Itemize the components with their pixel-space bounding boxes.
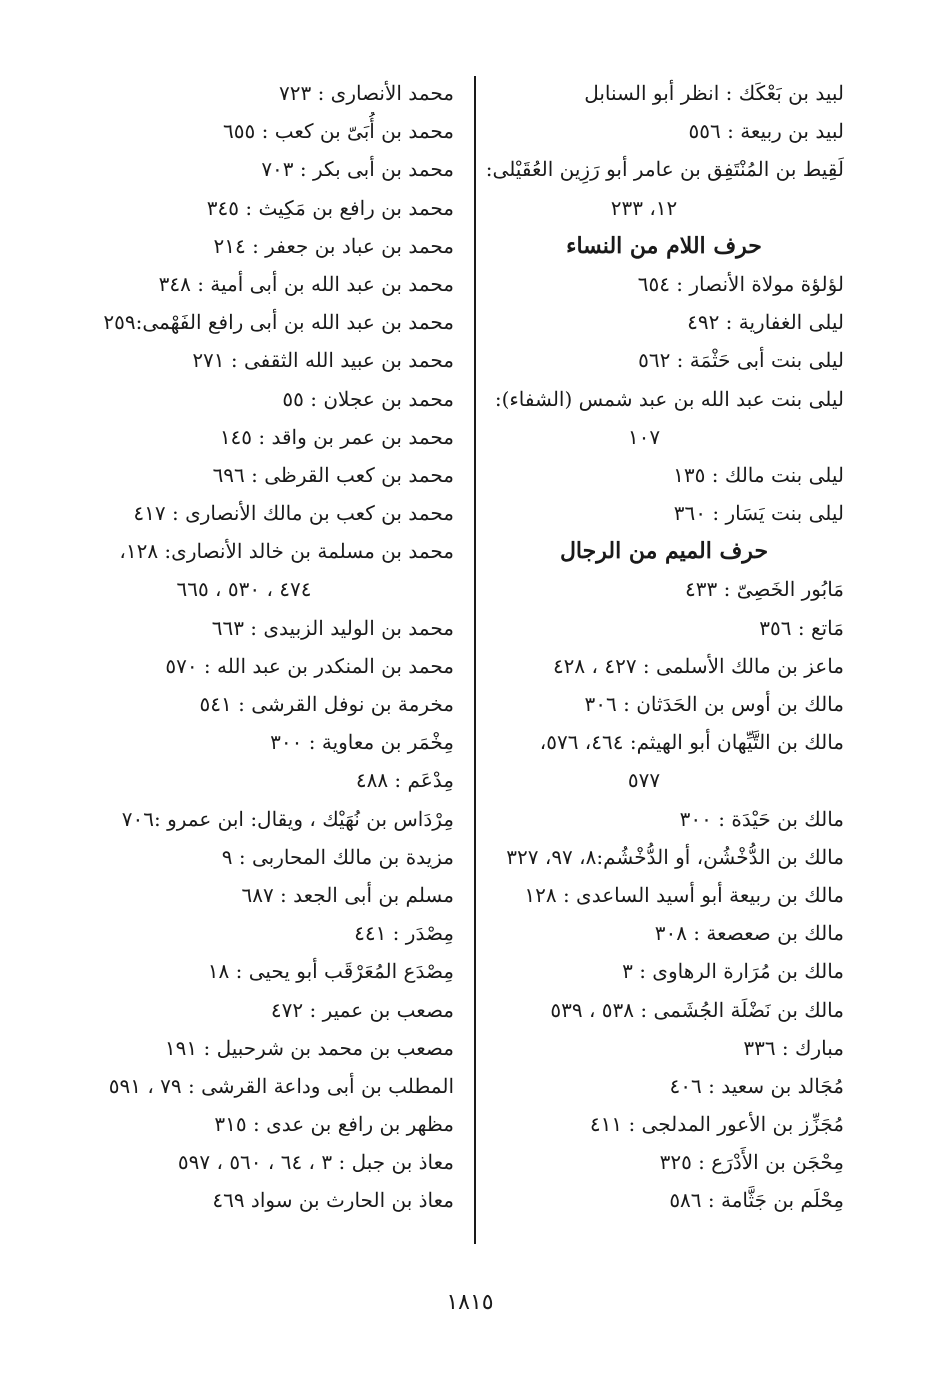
index-entry: مسلم بن أبى الجعد : ٦٨٧ [241, 882, 454, 907]
index-entry: مبارك : ٣٣٦ [743, 1035, 844, 1060]
index-entry-continuation: ١٠٧ [627, 424, 661, 449]
index-entry: محمد بن عباد بن جعفر : ٢١٤ [213, 233, 454, 258]
index-entry-continuation: ١٢، ٢٣٣ [610, 195, 678, 220]
index-entry: ليلى بنت يَسَار : ٣٦٠ [673, 501, 844, 526]
index-entry-continuation: ٥٧٧ [627, 768, 661, 793]
index-entry: لبيد بن ربيعة : ٥٥٦ [688, 119, 844, 144]
section-heading: حرف الميم من الرجال [559, 538, 769, 565]
index-entry-continuation: ٤٧٤ ، ٥٣٠ ، ٦٦٥ [176, 577, 312, 602]
index-entry: مِرْدَاس بن نُهَيْك ، ويقال: ابن عمرو :٧٠٦ [121, 806, 454, 831]
index-entry: مالك بن أوس بن الحَدَثان : ٣٠٦ [584, 692, 844, 716]
index-entry: مظهر بن رافع بن عدى : ٣١٥ [214, 1112, 454, 1137]
index-entry: محمد بن عبيد الله الثقفى : ٢٧١ [192, 348, 454, 373]
index-entry: مالك بن حَيْدَة : ٣٠٠ [679, 806, 844, 831]
index-entry: مِصْدَع المُعَرْقَب أبو يحيى : ١٨ [207, 959, 454, 984]
index-entry: ليلى بنت عبد الله بن عبد شمس (الشفاء): [494, 386, 844, 411]
page-number: ١٨١٥ [446, 1290, 494, 1315]
index-entry: مَابُور الخَصِىّ : ٤٣٣ [685, 577, 844, 602]
index-entry: مالك بن الدُّخْشُن، أو الدُّخْشُم:٨، ٩٧، ٣٢٧ [506, 844, 844, 869]
index-entry: معاذ بن جبل : ٣ ، ٦٤ ، ٥٦٠ ، ٥٩٧ [177, 1150, 454, 1175]
index-entry: لبيد بن بَعْكَك : انظر أبو السنابل [584, 81, 844, 105]
index-entry: مالك بن التَّيِّهان أبو الهيثم: ٤٦٤، ٥٧٦، [539, 730, 844, 755]
index-column-left [74, 74, 454, 1220]
index-entry: محمد بن كعب بن مالك الأنصارى : ٤١٧ [133, 501, 454, 526]
index-entry: معاذ بن الحارث بن سواد ٤٦٩ [212, 1188, 454, 1213]
index-entry: مُجَزِّز بن الأعور المدلجى : ٤١١ [589, 1112, 844, 1137]
index-entry: محمد الأنصارى : ٧٢٣ [278, 81, 454, 105]
index-entry: مُجَالد بن سعيد : ٤٠٦ [669, 1073, 844, 1098]
index-entry: مالك بن ربيعة أبو أسيد الساعدى : ١٢٨ [524, 882, 844, 907]
index-entry: لَقِيط بن المُنْتَفِق بن عامر أبو رَزِين العُقَيْلى: [485, 157, 844, 182]
index-entry: مِصْدَر : ٤٤١ [354, 921, 454, 946]
index-entry: محمد بن رافع بن مَكِيث : ٣٤٥ [206, 195, 454, 220]
index-entry: مِحْجَن بن الأَدْرَع : ٣٢٥ [659, 1150, 844, 1175]
index-entry: محمد بن كعب القرظى : ٦٩٦ [212, 462, 454, 487]
index-entry: مخرمة بن نوفل القرشى : ٥٤١ [199, 692, 454, 716]
index-entry: ماعز بن مالك الأسلمى : ٤٢٧ ، ٤٢٨ [552, 653, 844, 678]
index-entry: مالك بن نَضْلَة الجُشَمى : ٥٣٨ ، ٥٣٩ [550, 997, 844, 1022]
index-column-right [484, 74, 844, 1220]
column-divider [474, 76, 476, 1244]
index-entry: مالك بن صعصعة : ٣٠٨ [654, 921, 844, 946]
index-entry: ليلى بنت مالك : ١٣٥ [673, 462, 844, 487]
index-entry: محمد بن عجلان : ٥٥ [282, 386, 454, 411]
index-entry: محمد بن أُبَىّ بن كعب : ٦٥٥ [223, 119, 454, 144]
index-entry: محمد بن مسلمة بن خالد الأنصارى: ١٢٨، [119, 539, 454, 564]
index-entry: مصعب بن محمد بن شرحبيل : ١٩١ [164, 1035, 454, 1060]
index-entry: مِدْعَم : ٤٨٨ [355, 768, 454, 793]
index-entry: مَاتع : ٣٥٦ [759, 615, 844, 640]
section-heading: حرف اللام من النساء [566, 232, 762, 259]
index-entry: محمد بن عبد الله بن أبى أمية : ٣٤٨ [158, 271, 454, 296]
index-entry: ليلى بنت أبى حَثْمَة : ٥٦٢ [638, 348, 844, 373]
index-entry: لؤلؤة مولاة الأنصار : ٦٥٤ [637, 271, 844, 296]
index-entry: محمد بن أبى بكر : ٧٠٣ [261, 157, 454, 182]
index-entry: محمد بن عمر بن واقد : ١٤٥ [219, 424, 454, 449]
index-entry: ليلى الغفارية : ٤٩٢ [687, 310, 844, 335]
index-entry: مصعب بن عمير : ٤٧٢ [270, 997, 454, 1022]
index-entry: مِخْمَر بن معاوية : ٣٠٠ [270, 730, 454, 755]
index-entry: محمد بن المنكدر بن عبد الله : ٥٧٠ [165, 653, 454, 678]
index-entry: محمد بن عبد الله بن أبى رافع الفَهْمى:٢٥٩ [103, 310, 454, 335]
index-entry: مزيدة بن مالك المحاربى : ٩ [221, 844, 454, 869]
index-entry: محمد بن الوليد الزبيدى : ٦٦٣ [211, 615, 454, 640]
index-entry: المطلب بن أبى وداعة القرشى : ٧٩ ، ٥٩١ [108, 1073, 454, 1098]
index-entry: مِحْلَم بن جَثَّامة : ٥٨٦ [669, 1188, 844, 1213]
index-entry: مالك بن مُرَارة الرهاوى : ٣ [622, 959, 844, 984]
